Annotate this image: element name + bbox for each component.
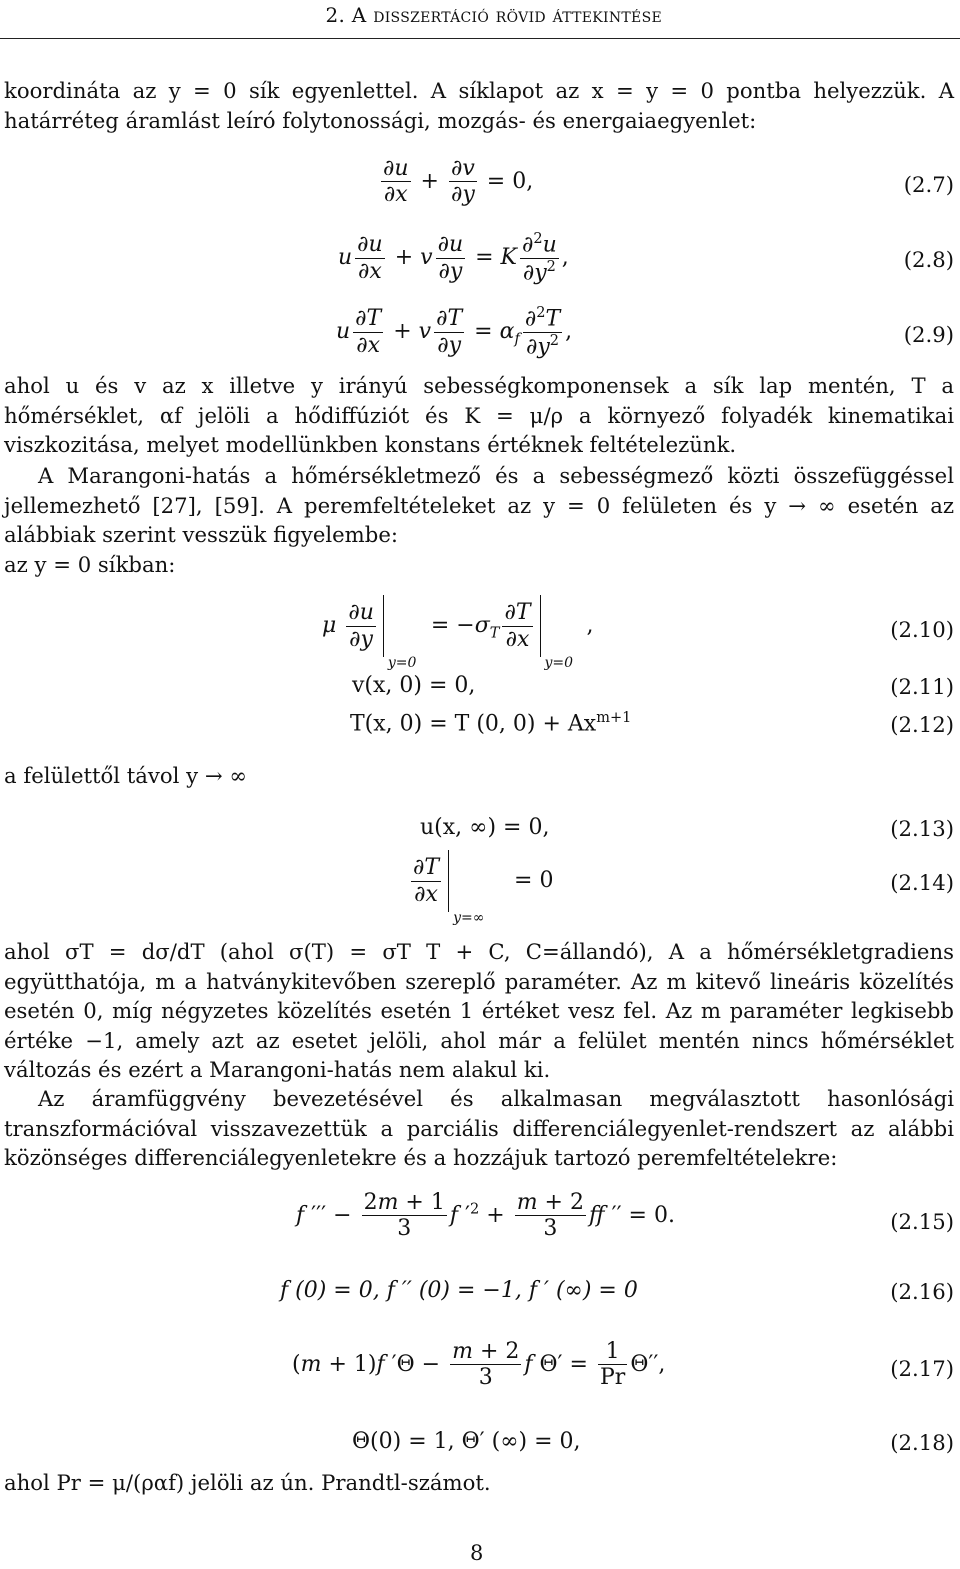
running-header bbox=[0, 0, 960, 39]
equation-number-2-15: (2.15) bbox=[890, 1209, 954, 1234]
equation-number-2-9: (2.9) bbox=[903, 322, 954, 347]
equation-2-7: $\frac{\partial u}{\partial x}$ + $\frac{\partial v}{\partial y}$ = 0, bbox=[383, 156, 534, 208]
equation-2-15: f ′′′ − $\frac{2m + 1}{3}$ f $'^2$ + $\frac{m + 2}{3}$ ff ′′ = 0. bbox=[296, 1190, 675, 1242]
paragraph-sigma: ahol σT = dσ/dT (ahol σ(T) = σT T + C, C=állandó), A a hőmérsékletgradiens együtthatója, m a hatványkitevőben szereplő paraméter. Az m kitevő lineáris közelítés esetén 0, míg négyzetes közelítés esetén 1 értéket vesz fel. Az m paraméter legkisebb értéke −1, amely azt az esetet jelöli, ahol már a felület mentén nincs hőmérséklet változás és ezért a Marangoni-hatás nem alakul ki. bbox=[4, 939, 954, 1082]
equation-2-17: (m + 1)f ′Θ − $\frac{m + 2}{3}$ f Θ′ = $\frac{1}{Pr}$ Θ′′, bbox=[292, 1339, 666, 1391]
equation-number-2-12: (2.12) bbox=[890, 712, 954, 737]
equation-2-8: u $\frac{\partial u}{\partial x}$ + v $\frac{\partial u}{\partial y}$ = K $\frac{\partial^2u}{\partial y^2}$ , bbox=[338, 231, 569, 285]
equation-number-2-11: (2.11) bbox=[890, 674, 954, 699]
running-header-title: 2. A disszertáció rövid áttekintése bbox=[325, 3, 662, 27]
equation-2-10: μ $\frac{\partial u}{\partial y}$ y=0 = $-\sigma_T$ $\frac{\partial T}{\partial x}$ y=0 , bbox=[322, 595, 594, 657]
equation-2-13: u(x, ∞) = 0, bbox=[420, 815, 550, 840]
paragraph-prandtl: ahol Pr = μ/(ραf) jelöli az ún. Prandtl-számot. bbox=[4, 1470, 491, 1495]
equation-number-2-18: (2.18) bbox=[890, 1430, 954, 1455]
equation-2-11: v(x, 0) = 0, bbox=[352, 673, 476, 698]
condition-label-far: a felülettől távol y → ∞ bbox=[4, 763, 248, 788]
equation-number-2-14: (2.14) bbox=[890, 870, 954, 895]
paragraph-stream-function: Az áramfüggvény bevezetésével és alkalmasan megválasztott hasonlósági transzformációval visszavezettük a parciális differenciálegyenlet-rendszert az alábbi közönséges differenciálegyenletekre és a hozzájuk tartozó peremfeltételekre: bbox=[4, 1086, 954, 1170]
condition-label-surface: az y = 0 síkban: bbox=[4, 552, 176, 577]
equation-2-18: Θ(0) = 1, Θ′ (∞) = 0, bbox=[352, 1429, 581, 1454]
equation-number-2-13: (2.13) bbox=[890, 816, 954, 841]
equation-2-16: f (0) = 0, f ′′ (0) = −1, f ′ (∞) = 0 bbox=[280, 1278, 638, 1303]
equation-number-2-17: (2.17) bbox=[890, 1356, 954, 1381]
paragraph-intro: koordináta az y = 0 sík egyenlettel. A síklapot az x = y = 0 pontba helyezzük. A határréteg áramlást leíró folytonossági, mozgás- és energaiaegyenlet: bbox=[4, 78, 954, 133]
equation-number-2-16: (2.16) bbox=[890, 1279, 954, 1304]
equation-number-2-7: (2.7) bbox=[903, 172, 954, 197]
paragraph-marangoni: A Marangoni-hatás a hőmérsékletmező és a sebességmező közti összefüggéssel jellemezhető [27], [59]. A peremfeltételeket az y = 0 felületen és y → ∞ esetén az alábbiak szerint vesszük figyelembe: bbox=[4, 463, 954, 547]
equation-2-12-exponent: m+1 bbox=[596, 710, 632, 726]
equation-number-2-10: (2.10) bbox=[890, 617, 954, 642]
equation-2-9: u $\frac{\partial T}{\partial x}$ + v $\frac{\partial T}{\partial y}$ = $\alpha_f$ $\frac{\partial^2T}{\partial y^2}$ , bbox=[336, 305, 573, 359]
page-number: 8 bbox=[470, 1541, 484, 1565]
equation-number-2-8: (2.8) bbox=[903, 247, 954, 272]
equation-2-12 bbox=[350, 710, 631, 736]
paragraph-variables: ahol u és v az x illetve y irányú sebességkomponensek a sík lap mentén, T a hőmérséklet, αf jelöli a hődiffúziót és K = μ/ρ a környező folyadék kinematikai viszkozitása, melyet modellünkben konstans értéknek feltételezünk. bbox=[4, 373, 954, 457]
equation-2-12-body: T(x, 0) = T (0, 0) + Ax bbox=[350, 711, 597, 737]
equation-2-14: $\frac{\partial T}{\partial x}$ y=∞ = 0 bbox=[408, 850, 553, 912]
